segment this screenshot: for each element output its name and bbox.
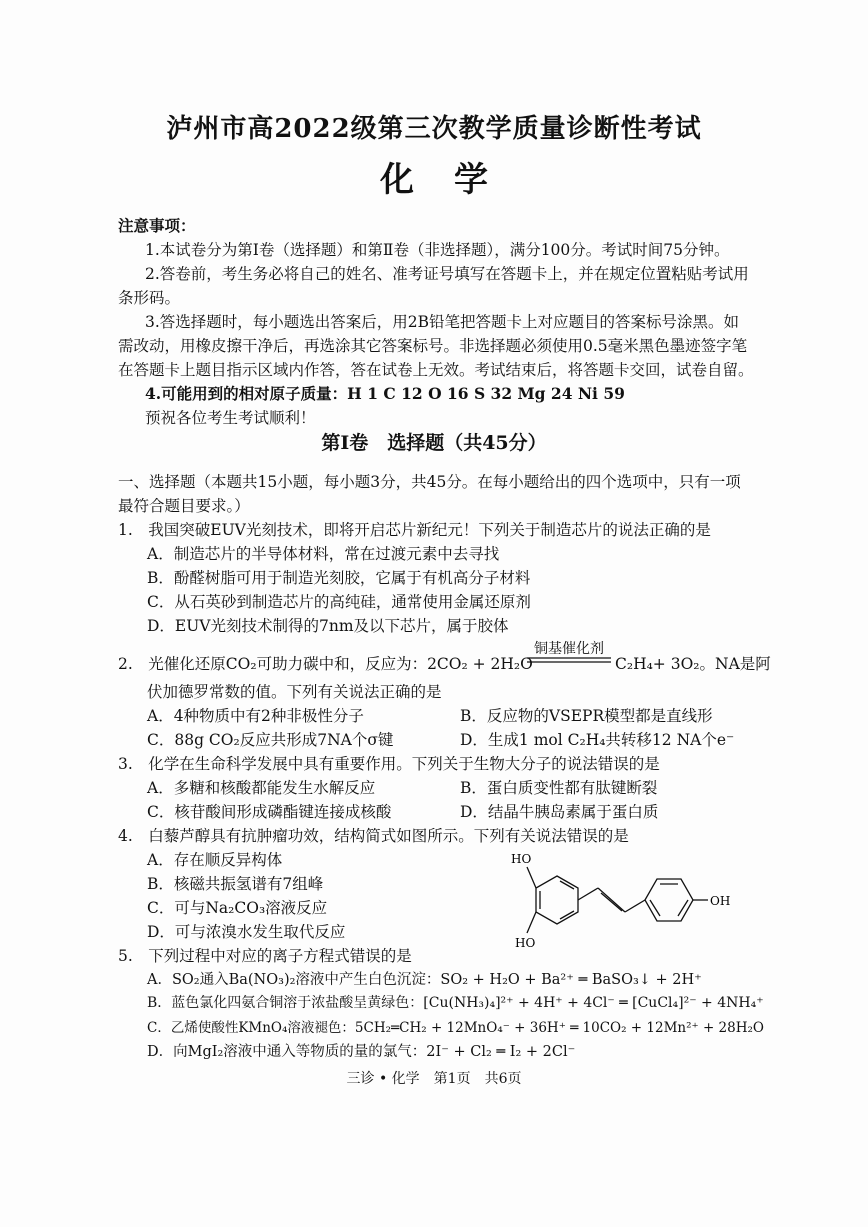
- q2-option-b: B．反应物的VSEPR模型都是直线形: [460, 707, 713, 725]
- left-benzene-ring: [536, 876, 578, 924]
- q5-option-c: C．乙烯使酸性KMnO₄溶液褪色：5CH₂═CH₂ + 12MnO₄⁻ + 36H⁺ ═ 10CO₂ + 12Mn²⁺ + 28H₂O: [147, 1020, 764, 1036]
- equilibrium-arrow-icon: [527, 656, 611, 664]
- note-line: 条形码。: [118, 289, 181, 307]
- q4-option-d: D．可与浓溴水发生取代反应: [147, 923, 346, 941]
- ho-label-top: HO: [511, 852, 532, 866]
- section-intro: 一、选择题（本题共15小题，每小题3分，共45分。在每小题给出的四个选项中，只有一项: [118, 473, 741, 491]
- q1-stem: 1. 我国突破EUV光刻技术，即将开启芯片新纪元！下列关于制造芯片的说法正确的是: [118, 521, 711, 539]
- q1-option-b: B．酚醛树脂可用于制造光刻胶，它属于有机高分子材料: [147, 569, 531, 587]
- note-line: 1.本试卷分为第Ⅰ卷（选择题）和第Ⅱ卷（非选择题），满分100分。考试时间75分钟。: [145, 241, 730, 259]
- subject-title: 化学: [380, 160, 528, 200]
- resveratrol-structure-diagram: [505, 845, 755, 955]
- q3-option-d: D．结晶牛胰岛素属于蛋白质: [460, 803, 659, 821]
- q4-option-b: B．核磁共振氢谱有7组峰: [147, 875, 324, 893]
- oh-label-right: OH: [710, 894, 731, 908]
- q5-option-a: A．SO₂通入Ba(NO₃)₂溶液中产生白色沉淀：SO₂ + H₂O + Ba²⁺ ═ BaSO₃↓ + 2H⁺: [147, 972, 702, 988]
- notes-heading: 注意事项：: [118, 216, 196, 235]
- q2-stem-part3: 伏加德罗常数的值。下列有关说法正确的是: [147, 683, 442, 701]
- q4-option-c: C．可与Na₂CO₃溶液反应: [147, 899, 328, 917]
- q3-option-a: A．多糖和核酸都能发生水解反应: [147, 779, 376, 797]
- exam-title: 泸州市高2022级第三次教学质量诊断性考试: [166, 114, 702, 144]
- note-line: 3.答选择题时，每小题选出答案后，用2B铅笔把答题卡上对应题目的答案标号涂黑。如: [145, 313, 740, 331]
- page-footer: 三诊 • 化学 第1页 共6页: [346, 1071, 522, 1087]
- q1-option-d: D．EUV光刻技术制得的7nm及以下芯片，属于胶体: [147, 617, 509, 635]
- atomic-masses: 4.可能用到的相对原子质量：H 1 C 12 O 16 S 32 Mg 24 Ni 59: [145, 384, 625, 403]
- q4-option-a: A．存在顺反异构体: [147, 851, 283, 869]
- note-line: 需改动，用橡皮擦干净后，再选涂其它答案标号。非选择题必须使用0.5毫米黑色墨迹签字笔: [118, 337, 748, 355]
- section-intro: 最符合题目要求。）: [118, 497, 250, 515]
- q3-option-c: C．核苷酸间形成磷酯键连接成核酸: [147, 803, 392, 821]
- q5-option-b: B．蓝色氯化四氨合铜溶于浓盐酸呈黄绿色：[Cu(NH₃)₄]²⁺ + 4H⁺ + 4Cl⁻ ═ [CuCl₄]²⁻ + 4NH₄⁺: [147, 995, 764, 1011]
- q2-option-d: D．生成1 mol C₂H₄共转移12 NA个e⁻: [460, 731, 735, 749]
- note-line: 2.答卷前，考生务必将自己的姓名、准考证号填写在答题卡上，并在规定位置粘贴考试用: [145, 265, 749, 283]
- q2-stem-part2: C₂H₄+ 3O₂。NA是阿: [615, 655, 771, 673]
- q1-option-a: A．制造芯片的半导体材料，常在过渡元素中去寻找: [147, 545, 500, 563]
- q5-stem: 5. 下列过程中对应的离子方程式错误的是: [118, 947, 412, 965]
- q2-stem-part1: 2. 光催化还原CO₂可助力碳中和，反应为：2CO₂ + 2H₂O: [118, 655, 533, 673]
- q2-option-c: C．88g CO₂反应共形成7NA个σ键: [147, 731, 394, 749]
- catalyst-label: 铜基催化剂: [534, 641, 604, 657]
- q4-stem: 4. 白藜芦醇具有抗肿瘤功效，结构简式如图所示。下列有关说法错误的是: [118, 827, 629, 845]
- right-benzene-ring: [645, 879, 693, 921]
- q1-option-c: C．从石英砂到制造芯片的高纯硅，通常使用金属还原剂: [147, 593, 531, 611]
- note-line: 预祝各位考生考试顺利！: [145, 409, 316, 427]
- q5-option-d: D．向MgI₂溶液中通入等物质的量的氯气：2I⁻ + Cl₂ ═ I₂ + 2Cl⁻: [147, 1044, 576, 1060]
- note-line: 在答题卡上题目指示区域内作答，答在试卷上无效。考试结束后，将答题卡交回，试卷自留。: [118, 361, 754, 379]
- section-title: 第Ⅰ卷 选择题（共45分）: [321, 432, 547, 454]
- q3-option-b: B．蛋白质变性都有肽键断裂: [460, 779, 658, 797]
- q2-option-a: A．4种物质中有2种非极性分子: [147, 707, 364, 725]
- q3-stem: 3. 化学在生命科学发展中具有重要作用。下列关于生物大分子的说法错误的是: [118, 755, 660, 773]
- ho-label-bottom: HO: [515, 936, 536, 950]
